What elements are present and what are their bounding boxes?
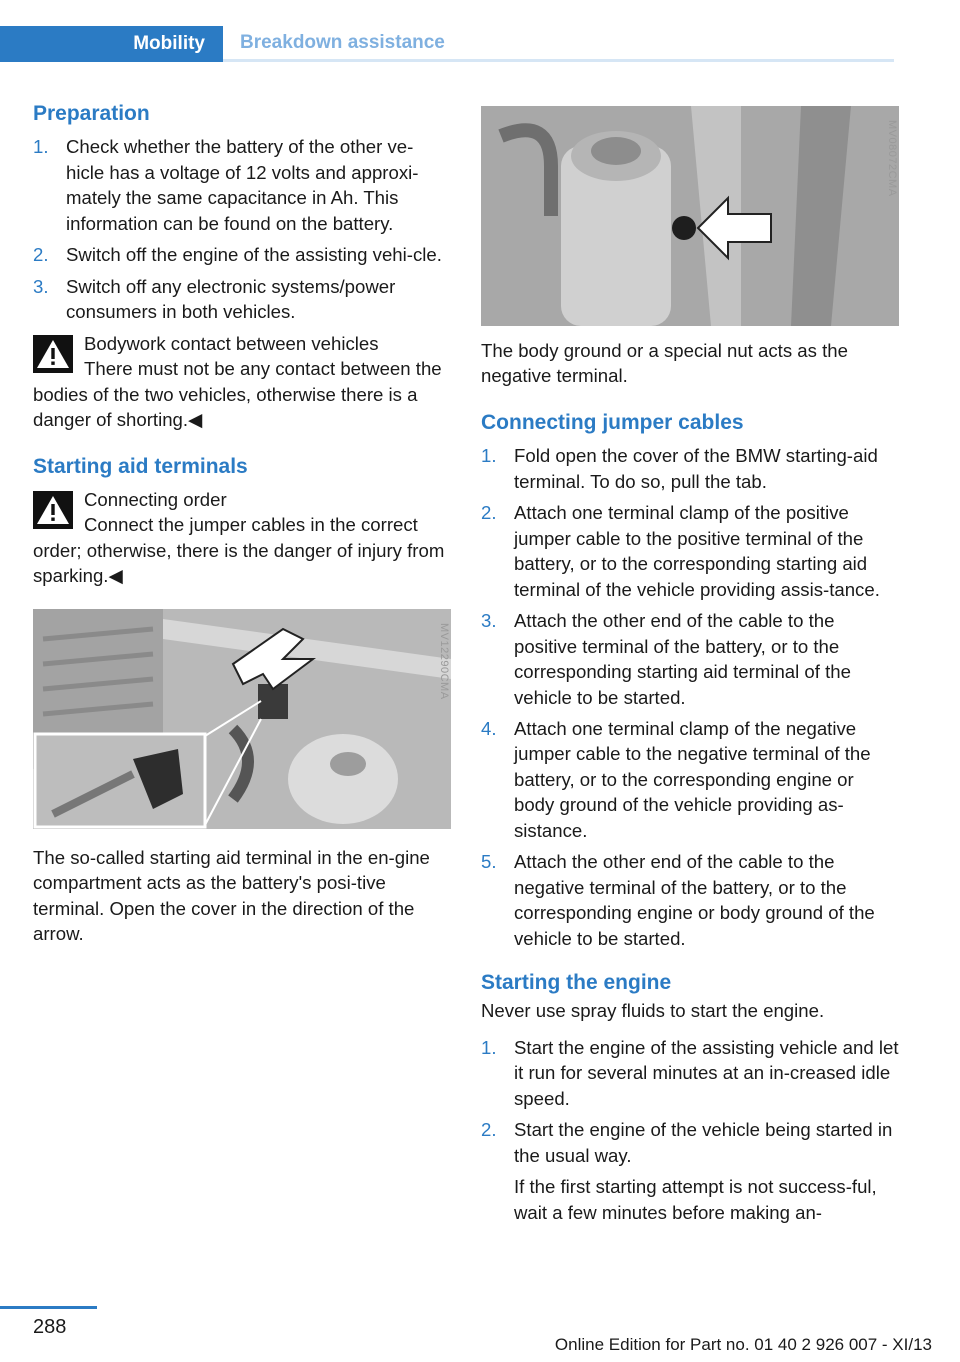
step-text: Fold open the cover of the BMW starting-aid terminal. To do so, pull the tab. [514,445,878,492]
list-item [481,716,899,843]
list-item [481,1117,899,1168]
connecting-list [481,443,899,951]
list-item [33,242,451,267]
step-text: Switch off the engine of the assisting vehi‐cle. [66,244,442,266]
step-text: Switch off any electronic systems/power consumers in both vehicles. [66,275,396,323]
step-text: Attach one terminal clamp of the positive jumper cable to the positive terminal of the battery, or to the corresponding starting aid terminal of the vehicle providing assis‐tance. [514,502,880,600]
step-number: 2. [33,244,49,266]
footer-accent-line [0,1306,97,1309]
photo-code: MV12290CMA [438,622,450,700]
right-column [481,106,899,1225]
preparation-heading: Preparation [33,102,150,125]
terminals-heading: Starting aid terminals [33,454,248,478]
step-text: Attach one terminal clamp of the negative jumper cable to the negative terminal of the battery, or to the corresponding engine or body ground of the vehicle providing as‐sistance. [514,717,871,841]
warning-body: Connect the jumper cables in the correct order; otherwise, there is the danger of injury from sparking.◀ [33,514,445,587]
ground-photo-caption: The body ground or a special nut acts as the negative terminal. [481,340,848,387]
step-number: 2. [481,1119,497,1141]
step-text: Check whether the battery of the other ve‐hicle has a voltage of 12 volts and approxi‐mately the same capacitance in Ah. This information can be found on the battery. [66,136,419,234]
header-section-label: Mobility [133,33,205,54]
starting-engine-heading: Starting the engine [481,971,672,995]
engine-compartment-photo [33,609,451,829]
step-text: Attach the other end of the cable to the negative terminal of the battery, or to the corresponding engine or body ground of the vehicle to be started. [514,851,875,949]
list-item [33,274,451,325]
warning-title: Connecting order [84,488,227,510]
warning-title: Bodywork contact between vehicles [84,332,379,354]
step-text: Start the engine of the assisting vehicle and let it run for several minutes at an in‐creased idle speed. [514,1037,899,1109]
step-text: Start the engine of the vehicle being started in the usual way. [514,1119,893,1166]
header-subsection-label: Breakdown assistance [240,31,445,53]
left-column [33,100,451,947]
starting-intro: Never use spray fluids to start the engine. [481,999,825,1021]
list-item [33,134,451,236]
header-subsection-tab [223,26,894,62]
step-number: 5. [481,851,497,873]
step-number: 4. [481,717,497,739]
warning-triangle-icon [33,491,73,529]
page-number: 288 [33,1316,67,1338]
list-item [481,1035,899,1111]
ground-nut-photo [481,106,899,326]
preparation-list [33,134,451,324]
step-number: 1. [481,1037,497,1058]
warning-body: There must not be any contact between the bodies of the two vehicles, otherwise there is a danger of shorting.◀ [33,358,442,431]
list-item [481,849,899,951]
terminal-photo-caption: The so-called starting aid terminal in the en‐gine compartment acts as the battery's posi‐tive terminal. Open the cover in the direction of the arrow. [33,846,430,945]
step-number: 1. [481,445,497,467]
step-number: 2. [481,502,497,524]
list-item [481,443,899,494]
list-item [481,500,899,602]
step-number: 3. [33,275,49,297]
connecting-heading: Connecting jumper cables [481,410,744,434]
step-text: Attach the other end of the cable to the positive terminal of the battery, or to the corresponding starting aid terminal of the vehicle to be started. [514,610,851,708]
starting-list [481,1035,899,1168]
step-number: 1. [33,136,49,158]
photo-code: MV08072CMA [886,120,898,197]
starting-note: If the first starting attempt is not success‐ful, wait a few minutes before making an‐ [514,1176,877,1223]
warning-connecting-order [33,487,451,589]
warning-bodywork-contact [33,331,451,433]
warning-triangle-icon [33,335,73,373]
edition-text: Online Edition for Part no. 01 40 2 926 007 - XI/13 [554,1335,932,1354]
list-item [481,608,899,710]
step-number: 3. [481,610,497,632]
header-section-tab [0,26,223,62]
